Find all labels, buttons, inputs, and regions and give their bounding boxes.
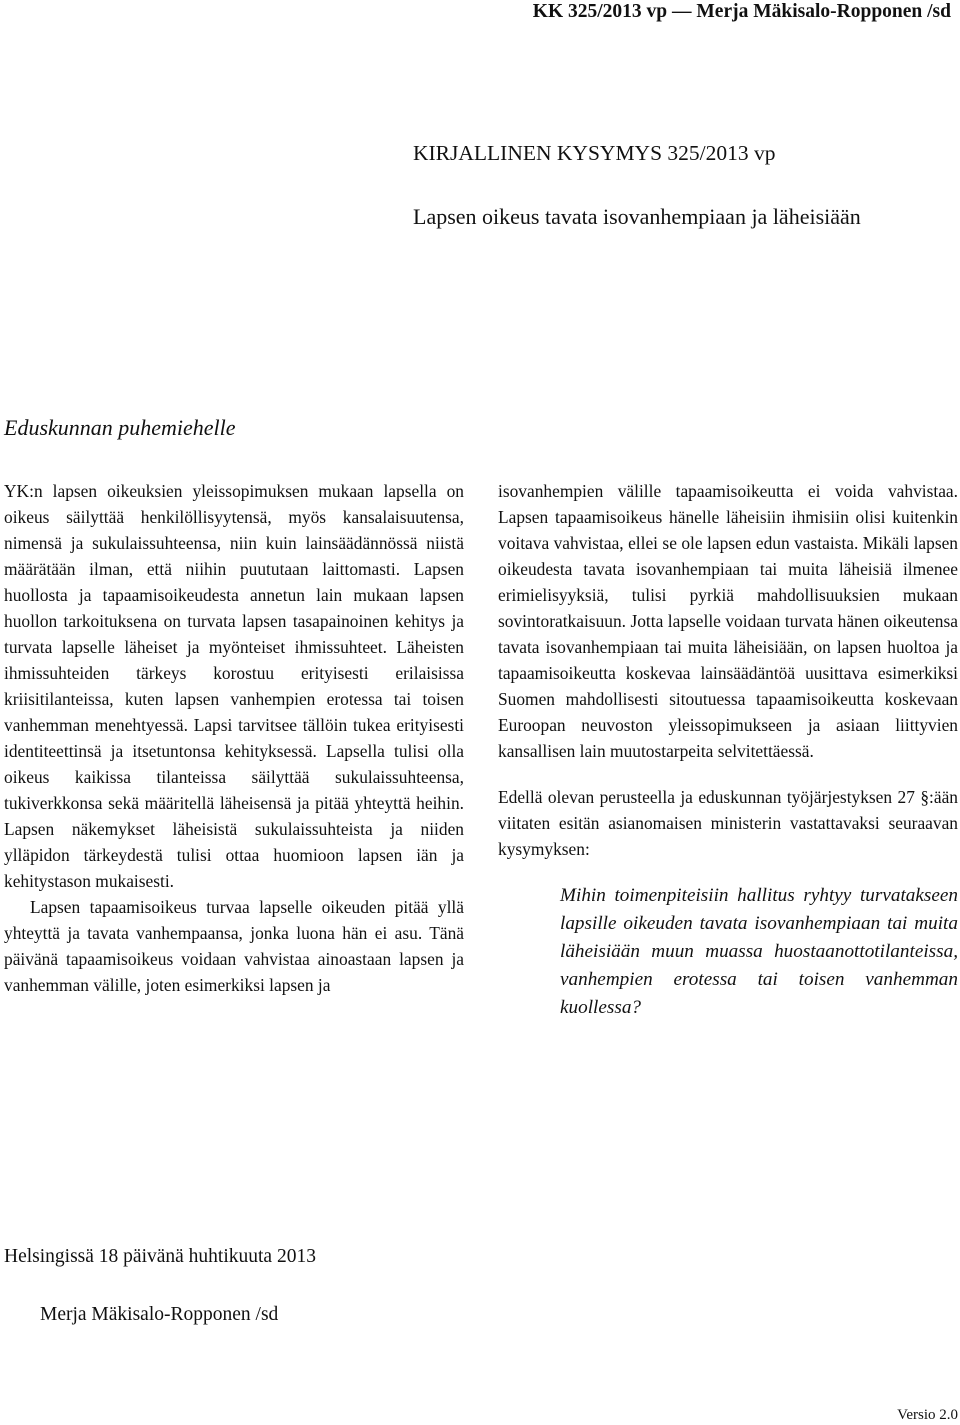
- right-column: [498, 478, 958, 1022]
- version-label: Versio 2.0: [897, 1407, 958, 1423]
- paragraph-2-continued: isovanhempien välille tapaamisoikeutta ei voida vahvistaa. Lapsen tapaamisoikeus hänelle läheisiin ihmisiin olisi kuitenkin voitava vahvistaa, ellei se ole lapsen edun vastaista. Mikäli lapsen oikeudesta tavata isovanhempiaan tai muita läheisiä ilmenee erimielisyyksiä, tulisi pyrkiä mahdollisuuksien mukaan sovintoratkaisuun. Jotta lapselle voidaan turvata hänen oikeutensa tavata isovanhempiaan tai muita läheisiään, on lapsen huoltoa ja tapaamisoikeutta koskevaa lainsäädäntöä uusittava esimerkiksi Suomen mahdollisesti sitoutuessa tapaamisoikeutta koskevaan Euroopan neuvoston yleissopimukseen ja asiaan liittyvien kansallisen lain muutostarpeita selvitettäessä.: [498, 481, 958, 761]
- running-header: KK 325/2013 vp — Merja Mäkisalo-Ropponen /sd: [532, 1, 951, 22]
- paragraph-3: Edellä olevan perusteella ja eduskunnan työjärjestyksen 27 §:ään viitaten esitän asianomaisen ministerin vastattavaksi seuraavan kysymyksen:: [498, 787, 958, 859]
- signature: Merja Mäkisalo-Ropponen /sd: [40, 1304, 279, 1325]
- document-kind: KIRJALLINEN KYSYMYS 325/2013 vp: [413, 141, 776, 165]
- left-column: [4, 478, 464, 998]
- paragraph-1: YK:n lapsen oikeuksien yleissopimuksen mukaan lapsella on oikeus säilyttää henkilöllisyytensä, myös kansalaisuutensa, nimensä ja sukulaissuhteensa, niin kuin lainsäädännössä niistä määrätään ilman, että niihin puututaan laittomasti. Lapsen huollosta ja tapaamisoikeudesta annetun lain mukaan lapsen huollon tarkoituksena on turvata lapsen tasapainoinen kehitys ja turvata lapselle läheiset ja myönteiset ihmissuhteet. Läheisten ihmissuhteiden tärkeys korostuu erityisesti erilaisissa kriisitilanteissa, kuten lapsen vanhempien erotessa tai toisen vanhemman menehtyessä. Lapsi tarvitsee tällöin tukea erityisesti identiteettinsä ja itsetuntonsa kehityksessä. Lapsella tulisi olla oikeus kaikissa tilanteissa säilyttää sukulaissuhteensa, tukiverkkonsa sekä määritellä läheisensä ja pitää yhteyttä heihin. Lapsen näkemykset läheisistä sukulaissuhteista ja niiden ylläpidon tärkeydestä tulisi ottaa huomioon lapsen iän ja kehitystason mukaisesti.: [4, 481, 464, 891]
- addressee: Eduskunnan puhemiehelle: [4, 415, 236, 440]
- document-title: Lapsen oikeus tavata isovanhempiaan ja läheisiään: [413, 204, 861, 229]
- place-and-date: Helsingissä 18 päivänä huhtikuuta 2013: [4, 1246, 316, 1267]
- question-text: Mihin toimenpiteisiin hallitus ryhtyy turvatakseen lapsille oikeuden tavata isovanhempiaan tai muita läheisiään muun muassa huostaanottotilanteissa, vanhempien erotessa tai toisen vanhemman kuollessa?: [560, 885, 958, 1018]
- paragraph-2-start: Lapsen tapaamisoikeus turvaa lapselle oikeuden pitää yllä yhteyttä ja tavata vanhempaansa, jonka luona hän ei asu. Tänä päivänä tapaamisoikeus voidaan vahvistaa ainoastaan lapsen ja vanhemman välille, joten esimerkiksi lapsen ja: [4, 897, 464, 995]
